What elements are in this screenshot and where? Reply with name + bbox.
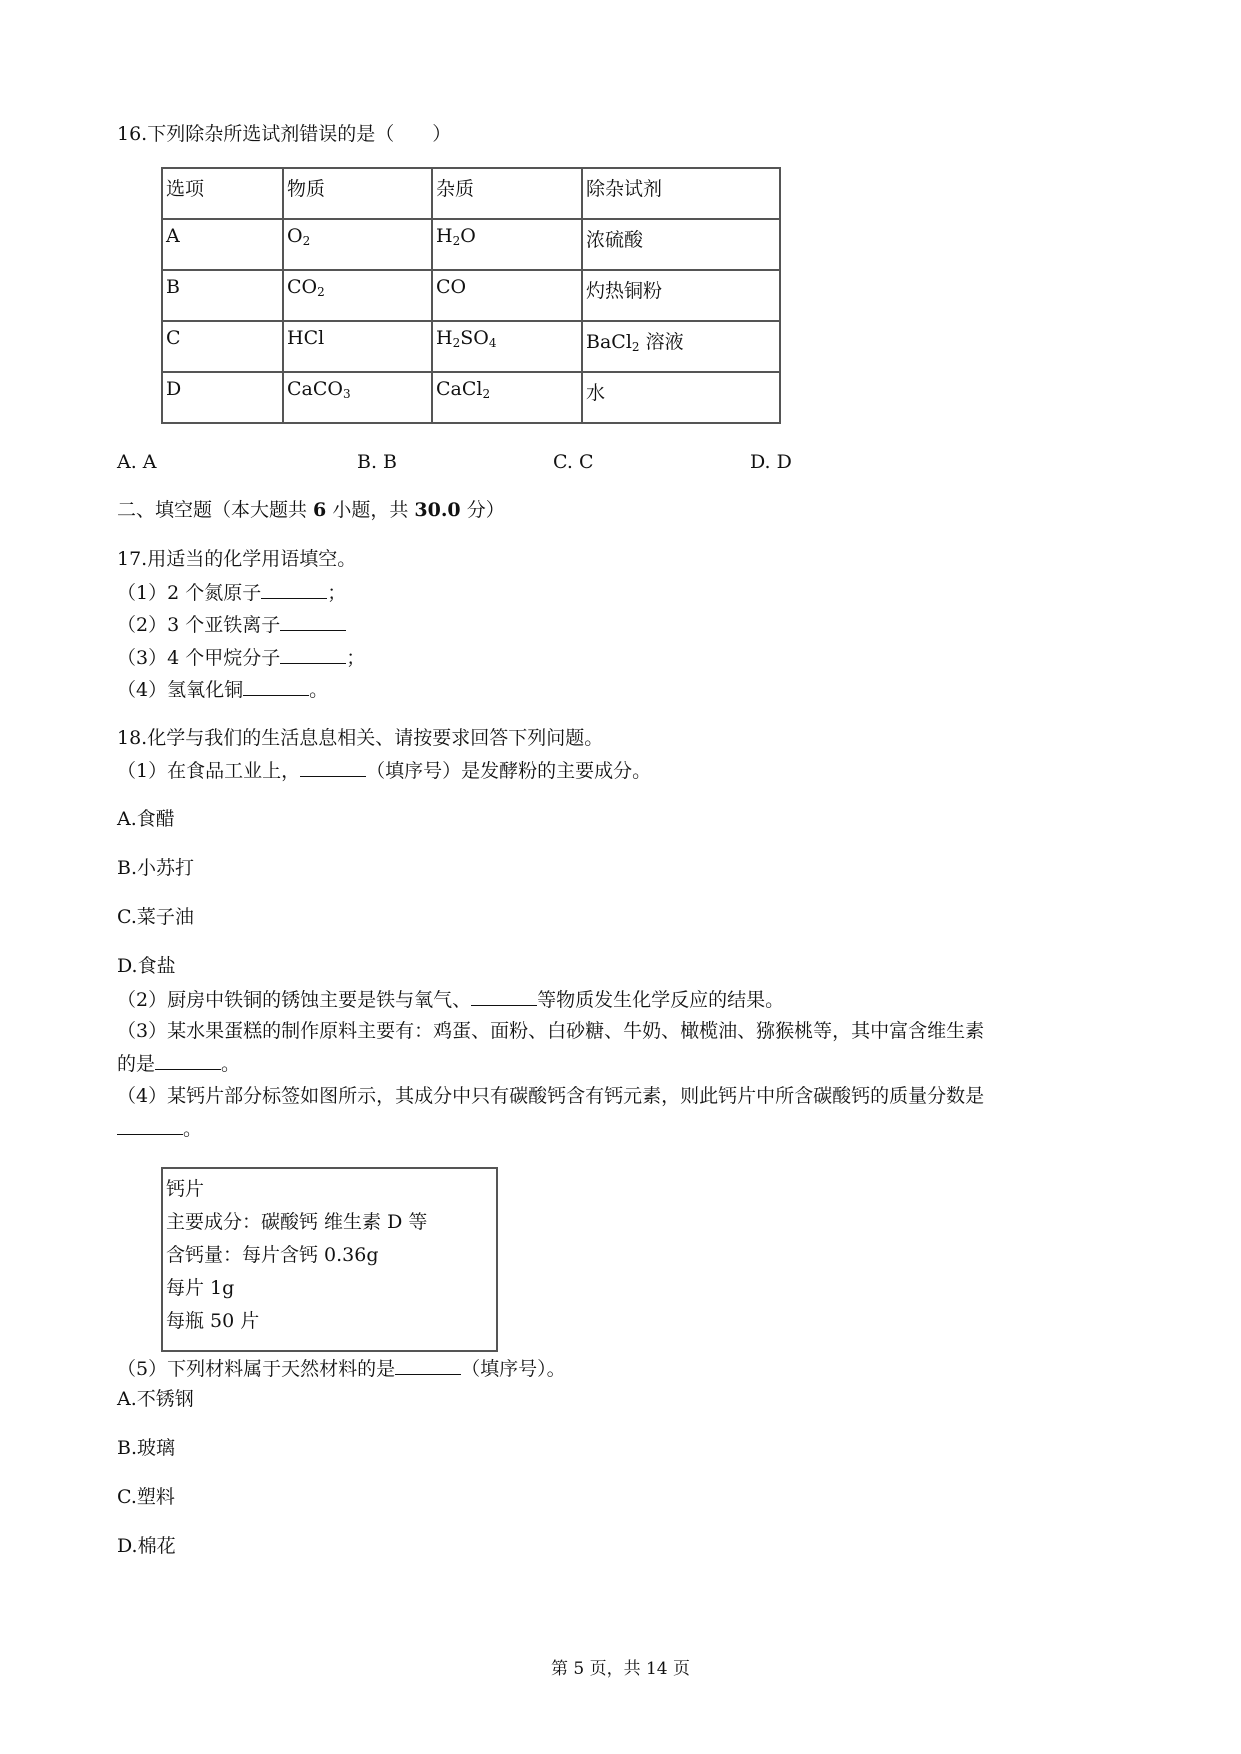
table-header-cell: 除杂试剂: [582, 168, 780, 219]
table-row: [162, 372, 780, 423]
q18-p5-choice-b[interactable]: B.玻璃: [117, 1437, 176, 1459]
q18-p1-choice-c[interactable]: C.菜子油: [117, 906, 194, 928]
q18-part4-line2: 。: [117, 1117, 202, 1141]
q18-part2: （2）厨房中铁铜的锈蚀主要是铁与氧气、 等物质发生化学反应的结果。: [117, 989, 785, 1011]
option-cell: C: [162, 321, 283, 372]
answer-blank[interactable]: [261, 581, 327, 599]
impurity-cell: CaCl$_2$: [432, 372, 582, 423]
table-row: [162, 321, 780, 372]
q18-p1-choice-a[interactable]: A.食醋: [117, 808, 175, 830]
choice-d[interactable]: D. D: [750, 451, 792, 473]
substance-cell: CaCO$_3$: [283, 372, 432, 423]
choice-a[interactable]: A. A: [117, 451, 157, 473]
q17-item: （1）2 个氮原子 ；: [117, 582, 347, 604]
q18-part3-line1: （3）某水果蛋糕的制作原料主要有：鸡蛋、面粉、白砂糖、牛奶、橄榄油、猕猴桃等，其中富含维生素: [117, 1020, 985, 1042]
q17-item: （3）4 个甲烷分子 ；: [117, 647, 366, 669]
q18-part1: （1）在食品工业上， （填序号）是发酵粉的主要成分。: [117, 760, 652, 782]
q18-p5-choice-c[interactable]: C.塑料: [117, 1486, 175, 1508]
q17-stem: 17.用适当的化学用语填空。: [117, 548, 357, 570]
table-header-cell: 选项: [162, 168, 283, 219]
choice-b[interactable]: B. B: [357, 451, 398, 473]
impurity-cell: CO: [432, 270, 582, 321]
label-line: 含钙量：每片含钙 0.36g: [166, 1244, 379, 1266]
answer-blank[interactable]: [117, 1117, 183, 1135]
option-cell: A: [162, 219, 283, 270]
q18-part4-line1: （4）某钙片部分标签如图所示，其成分中只有碳酸钙含有钙元素，则此钙片中所含碳酸钙的质量分数是: [117, 1085, 985, 1107]
page-footer: 第 5 页，共 14 页: [550, 1659, 691, 1679]
q18-stem: 18.化学与我们的生活息息相关、请按要求回答下列问题。: [117, 727, 604, 749]
reagent-cell: 水: [582, 372, 780, 423]
table-row: [162, 219, 780, 270]
answer-blank[interactable]: [471, 988, 537, 1006]
impurity-cell: $H_2SO_4$: [432, 321, 582, 372]
answer-blank[interactable]: [395, 1357, 461, 1375]
q16-table: [161, 167, 781, 424]
choice-c[interactable]: C. C: [553, 451, 594, 473]
q18-part3-line2: 的是 。: [117, 1053, 241, 1075]
answer-blank[interactable]: [280, 646, 346, 664]
answer-blank[interactable]: [155, 1052, 221, 1070]
label-line: 每瓶 50 片: [166, 1310, 260, 1332]
q18-p1-choice-d[interactable]: D.食盐: [117, 955, 176, 977]
q17-item: （2）3 个亚铁离子: [117, 613, 346, 637]
label-line: 钙片: [166, 1178, 205, 1200]
q18-p1-choice-b[interactable]: B.小苏打: [117, 857, 195, 879]
calcium-tablet-label: [161, 1167, 498, 1352]
option-cell: D: [162, 372, 283, 423]
answer-blank[interactable]: [300, 759, 366, 777]
table-header-cell: 杂质: [432, 168, 582, 219]
substance-cell: $CO_2$: [283, 270, 432, 321]
reagent-cell: 灼热铜粉: [582, 270, 780, 321]
answer-blank[interactable]: [243, 678, 309, 696]
table-header-row: [162, 168, 780, 219]
table-header-cell: 物质: [283, 168, 432, 219]
answer-blank[interactable]: [280, 613, 346, 631]
reagent-cell: BaCl$_2$ 溶液: [582, 321, 780, 372]
table-row: [162, 270, 780, 321]
q17-item: （4）氢氧化铜 。: [117, 679, 329, 701]
label-line: 每片 1g: [166, 1277, 235, 1299]
label-line: 主要成分：碳酸钙 维生素 D 等: [166, 1211, 428, 1233]
reagent-cell: 浓硫酸: [582, 219, 780, 270]
substance-cell: $O_2$: [283, 219, 432, 270]
impurity-cell: $H_2O$: [432, 219, 582, 270]
q18-p5-choice-a[interactable]: A.不锈钢: [117, 1388, 194, 1410]
option-cell: B: [162, 270, 283, 321]
substance-cell: HCl: [283, 321, 432, 372]
q18-p5-choice-d[interactable]: D.棉花: [117, 1535, 176, 1557]
q16-stem: 16.下列除杂所选试剂错误的是（ ）: [117, 123, 452, 145]
section-heading: 二、填空题（本大题共 6 小题，共 30.0 分）: [117, 499, 505, 521]
q18-part5: （5）下列材料属于天然材料的是 （填序号）。: [117, 1358, 566, 1380]
